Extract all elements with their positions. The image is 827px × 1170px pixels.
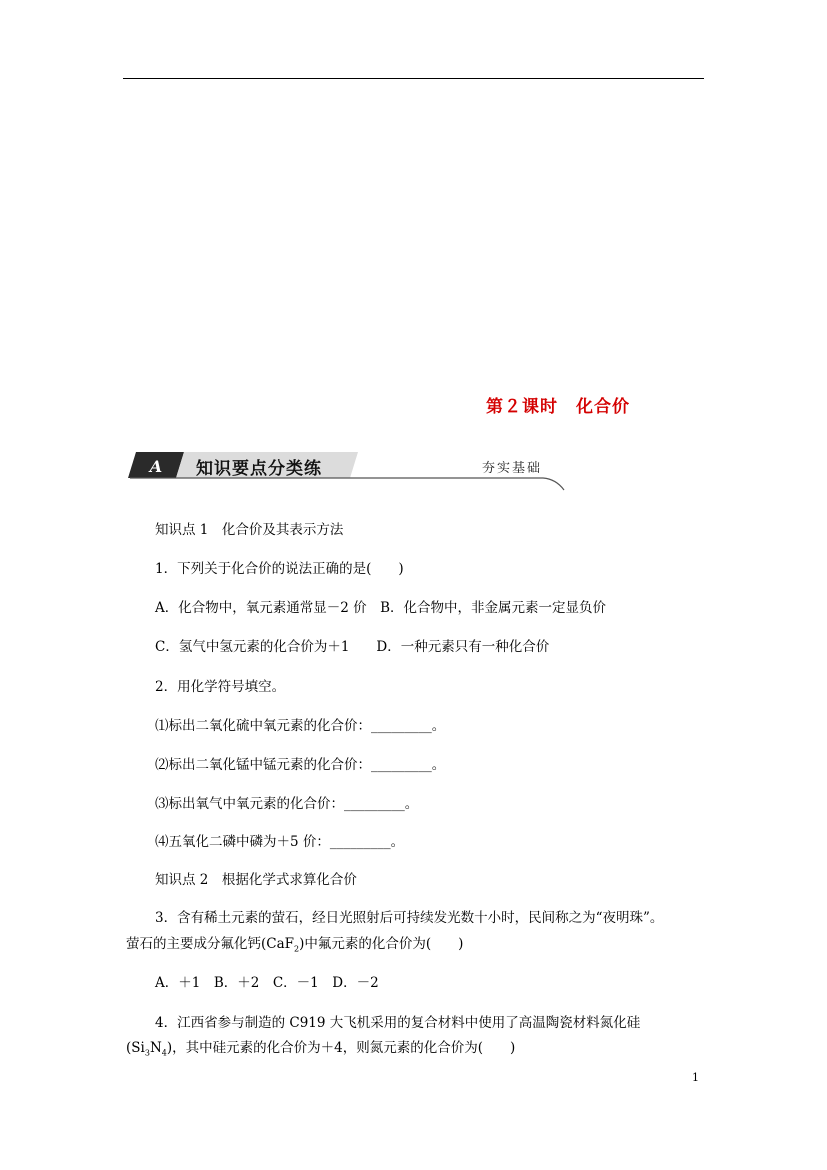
header-rule [123,78,704,79]
q4-text-a: (Si [126,1040,145,1056]
question-2-part-3: ⑶标出氧气中氧元素的化合价：_________。 [155,796,419,812]
banner-subtitle: 夯实基础 [482,461,543,476]
question-2-part-1: ⑴标出二氧化硫中氧元素的化合价：_________。 [155,718,446,734]
question-3-line-2 [126,934,463,960]
q3-text-b: )中氟元素的化合价为( ) [299,936,464,952]
question-2-part-4: ⑷五氧化二磷中磷为＋5 价：_________。 [155,834,405,850]
section-banner [128,448,568,493]
banner-badge-letter: A [149,457,163,476]
q3-text-a: 萤石的主要成分氟化钙(CaF [126,936,295,952]
knowledge-point-1: 知识点 1 化合价及其表示方法 [155,522,344,538]
q4-text-b: N [149,1040,162,1056]
q3-subscript: 2 [294,944,300,954]
banner-underline [130,478,564,490]
question-2: 2．用化学符号填空。 [155,679,286,695]
page-number: 1 [692,1071,699,1084]
question-3-line-1: 3．含有稀土元素的萤石，经日光照射后可持续发光数十小时，民间称之为“夜明珠”。 [155,910,664,926]
lesson-title: 第２课时 化合价 [486,397,630,417]
knowledge-point-2: 知识点 2 根据化学式求算化合价 [155,872,357,888]
banner-title: 知识要点分类练 [196,459,322,479]
q4-text-c: )，其中硅元素的化合价为＋4，则氮元素的化合价为( ) [166,1040,516,1056]
question-1: 1．下列关于化合价的说法正确的是( ) [155,561,404,577]
question-1-options-cd: C．氢气中氢元素的化合价为＋1 D．一种元素只有一种化合价 [155,639,550,655]
question-4-line-1: 4．江西省参与制造的 C919 大飞机采用的复合材料中使用了高温陶瓷材料氮化硅 [155,1015,641,1031]
question-3-options: A．＋1 B．＋2 C．－1 D．－2 [155,975,379,991]
question-1-options-ab: A．化合物中，氧元素通常显－2 价 B．化合物中，非金属元素一定显负价 [155,600,607,616]
question-4-line-2 [126,1038,515,1064]
q4-subscript-1: 3 [144,1048,150,1058]
q4-subscript-2: 4 [161,1048,167,1058]
question-2-part-2: ⑵标出二氧化锰中锰元素的化合价：_________。 [155,757,446,773]
